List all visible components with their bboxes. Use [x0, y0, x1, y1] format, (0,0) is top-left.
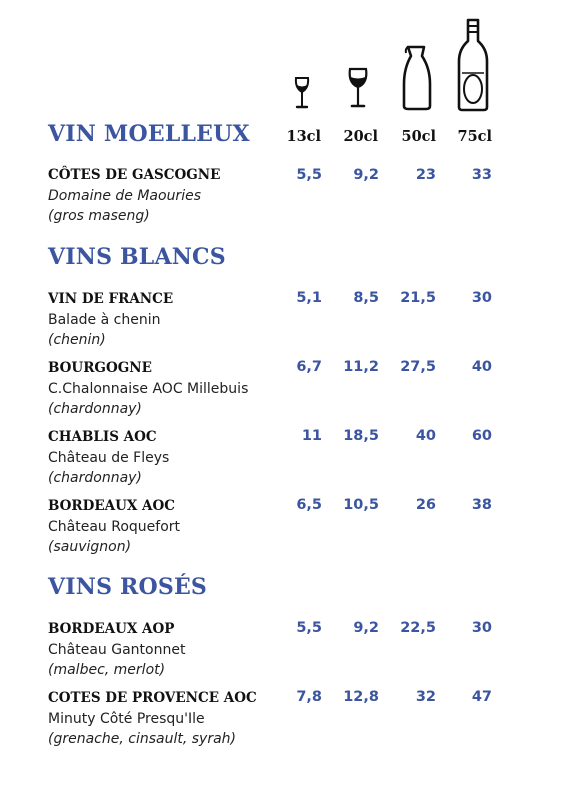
small-wine-glass-icon: [293, 76, 311, 110]
price-50cl: 26: [415, 497, 436, 513]
price-50cl: 23: [415, 167, 436, 183]
price-20cl: 12,8: [343, 689, 379, 705]
price-75cl: 60: [471, 428, 492, 444]
price-50cl: 22,5: [400, 620, 436, 636]
column-header-75cl: 75cl: [457, 128, 492, 145]
wine-producer: Domaine de Maouries: [48, 187, 201, 204]
wine-bottle-icon: [456, 17, 490, 113]
wine-grape: (gros maseng): [48, 208, 150, 224]
wine-glass-icon: [347, 66, 369, 110]
wine-name: COTES DE PROVENCE AOC: [48, 690, 257, 706]
price-20cl: 10,5: [343, 497, 379, 513]
price-13cl: 5,5: [296, 620, 322, 636]
wine-name: BORDEAUX AOP: [48, 621, 175, 637]
column-header-20cl: 20cl: [343, 128, 378, 145]
wine-grape: (chardonnay): [48, 470, 142, 486]
price-20cl: 18,5: [343, 428, 379, 444]
price-75cl: 38: [471, 497, 492, 513]
wine-producer: Minuty Côté Presqu'Ile: [48, 710, 205, 727]
wine-name: BOURGOGNE: [48, 360, 152, 376]
wine-entry: [48, 358, 248, 420]
wine-producer: C.Chalonnaise AOC Millebuis: [48, 380, 249, 397]
wine-grape: (chenin): [48, 332, 106, 348]
section-title-vins-roses: VINS ROSÉS: [48, 574, 208, 600]
price-13cl: 5,1: [296, 290, 322, 306]
price-13cl: 11: [301, 428, 322, 444]
price-50cl: 27,5: [400, 359, 436, 375]
price-20cl: 9,2: [353, 620, 379, 636]
price-75cl: 30: [471, 290, 492, 306]
price-20cl: 8,5: [353, 290, 379, 306]
wine-entry: [48, 496, 180, 558]
price-75cl: 30: [471, 620, 492, 636]
price-13cl: 6,5: [296, 497, 322, 513]
column-header-13cl: 13cl: [286, 128, 321, 145]
price-13cl: 5,5: [296, 167, 322, 183]
section-title-vins-blancs: VINS BLANCS: [48, 244, 226, 270]
column-header-50cl: 50cl: [401, 128, 436, 145]
price-20cl: 9,2: [353, 167, 379, 183]
wine-name: BORDEAUX AOC: [48, 498, 176, 514]
wine-grape: (chardonnay): [48, 401, 142, 417]
wine-entry: [48, 427, 169, 489]
price-50cl: 40: [415, 428, 436, 444]
wine-name: CHABLIS AOC: [48, 429, 157, 445]
wine-grape: (malbec, merlot): [48, 662, 166, 678]
price-13cl: 6,7: [296, 359, 322, 375]
price-75cl: 47: [471, 689, 492, 705]
section-title-vin-moelleux: VIN MOELLEUX: [48, 121, 250, 147]
price-50cl: 21,5: [400, 290, 436, 306]
wine-producer: Balade à chenin: [48, 311, 161, 328]
wine-entry: [48, 165, 220, 227]
wine-producer: Château Roquefort: [48, 518, 181, 535]
wine-producer: Château de Fleys: [48, 449, 170, 466]
carafe-icon: [400, 44, 434, 112]
wine-entry: [48, 289, 173, 351]
wine-grape: (sauvignon): [48, 539, 132, 555]
price-75cl: 40: [471, 359, 492, 375]
price-20cl: 11,2: [343, 359, 379, 375]
price-13cl: 7,8: [296, 689, 322, 705]
wine-name: VIN DE FRANCE: [48, 291, 174, 307]
wine-entry: [48, 688, 257, 750]
price-50cl: 32: [415, 689, 436, 705]
wine-entry: [48, 619, 185, 681]
wine-name: CÔTES DE GASCOGNE: [48, 167, 221, 183]
wine-producer: Château Gantonnet: [48, 641, 186, 658]
wine-grape: (grenache, cinsault, syrah): [48, 731, 236, 747]
price-75cl: 33: [471, 167, 492, 183]
